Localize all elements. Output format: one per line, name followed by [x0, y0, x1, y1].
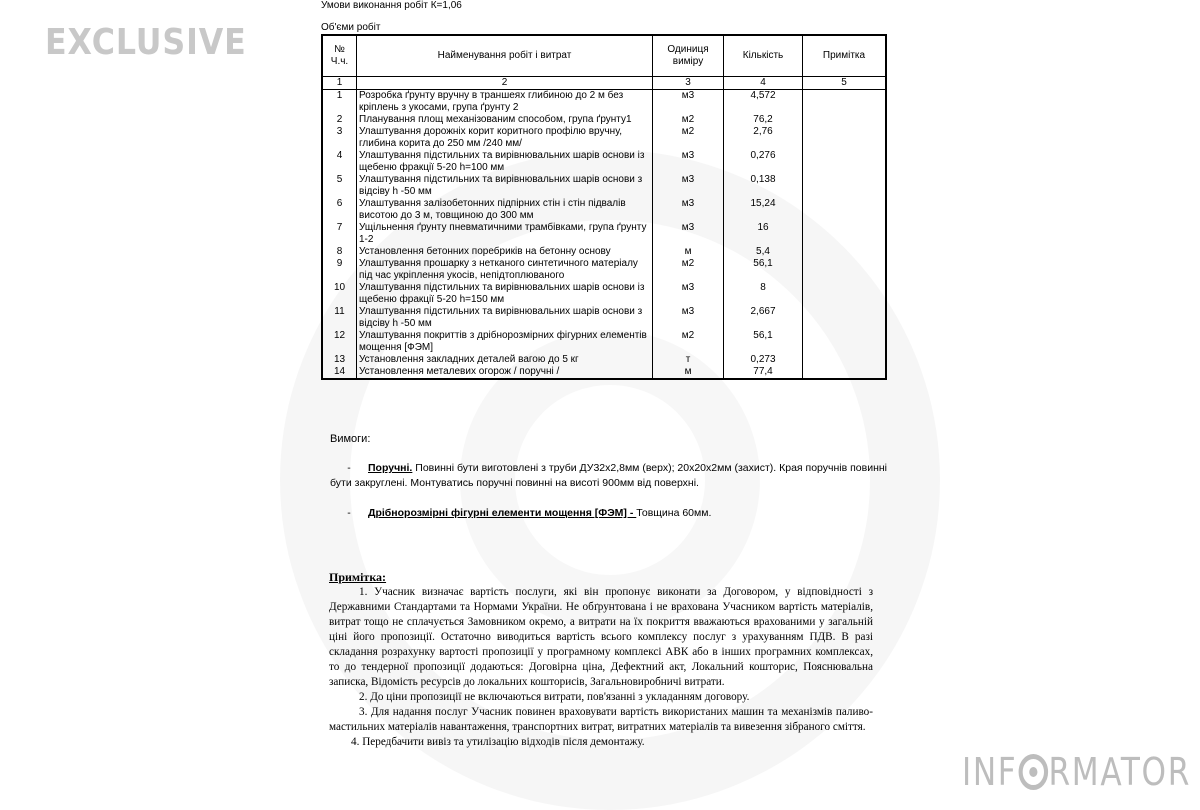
table-row [322, 126, 886, 150]
row-work-name: Улаштування дорожніх корит коритного профілю вручну, глибина корита до 250 мм /240 мм/ [357, 126, 653, 150]
note-section [329, 570, 873, 750]
exclusive-watermark: EXCLUSIVE [45, 22, 247, 63]
requirement-text: Повинні бути виготовлені з труби ДУ32х2,8мм (верх); 20х20х2мм (захист). Края поручнів повинні бути закруглені. Монтуватись поручні повинні на висоті 900мм від поверхні. [330, 462, 888, 489]
row-number: 1 [322, 90, 357, 115]
row-work-name: Улаштування залізобетонних підпірних стін і стін підвалів висотою до 3 м, товщиною до 300 мм [357, 198, 653, 222]
requirement-label: Поручні. [368, 462, 413, 474]
row-note [803, 90, 887, 115]
header-quantity: Кількість [724, 35, 803, 77]
table-row [322, 282, 886, 306]
row-number: 11 [322, 306, 357, 330]
row-quantity: 15,24 [724, 198, 803, 222]
logo-prefix: INF [962, 750, 1018, 794]
row-work-name: Планування площ механізованим способом, група ґрунту1 [357, 114, 653, 126]
row-quantity: 56,1 [724, 258, 803, 282]
column-numbering-row [322, 77, 886, 90]
row-work-name: Улаштування підстильних та вирівнювальних шарів основи з відсіву h -50 мм [357, 174, 653, 198]
row-quantity: 0,276 [724, 150, 803, 174]
note-paragraph: 4. Передбачити вивіз та утилізацію відходів після демонтажу. [351, 736, 645, 748]
work-conditions: Умови виконання робіт К=1,06 [321, 0, 462, 11]
row-unit: м2 [653, 258, 724, 282]
row-quantity: 56,1 [724, 330, 803, 354]
table-row [322, 114, 886, 126]
row-number: 2 [322, 114, 357, 126]
requirement-text: Товщина 60мм. [636, 507, 712, 519]
row-note [803, 222, 887, 246]
table-row [322, 246, 886, 258]
row-number: 6 [322, 198, 357, 222]
requirement-item [330, 461, 890, 491]
header-unit: Одиниця виміру [653, 35, 724, 77]
header-note: Примітка [803, 35, 887, 77]
col-num-1: 1 [322, 77, 357, 90]
table-row [322, 258, 886, 282]
row-unit: м3 [653, 282, 724, 306]
table-row [322, 90, 886, 115]
row-note [803, 354, 887, 366]
row-unit: м2 [653, 114, 724, 126]
note-paragraph: 1. Учасник визначає вартість послуги, які він пропонує виконати за Договором, у відповідності з Державними Стандартами та Нормами України. Не обґрунтована і не врахована Учасником вартість матеріалів, витрат тощо не сплачується Замовником окремо, а витрати на їх покриття вважаються врахованими у загальній ціні його пропозиції. Остаточно виводиться вартість всього комплексу послуг з урахуванням ПДВ. В разі складання розрахунку вартості пропозиції у програмному комплексі АВК або в інших програмних комплексах, то до тендерної пропозиції додаються: Договірна ціна, Дефектний акт, Локальний кошторис, Пояснювальна записка, Відомість ресурсів до локальних кошторисів, Загальновиробничі витрати. [329, 586, 873, 688]
row-note [803, 366, 887, 379]
row-number: 10 [322, 282, 357, 306]
note-paragraph: 2. До ціни пропозиції не включаються витрати, пов'язанні з укладанням договору. [359, 691, 750, 703]
row-quantity: 0,138 [724, 174, 803, 198]
table-row [322, 174, 886, 198]
row-unit: м [653, 366, 724, 379]
row-work-name: Улаштування підстильних та вирівнювальних шарів основи із щебеню фракції 5-20 h=150 мм [357, 282, 653, 306]
row-number: 14 [322, 366, 357, 379]
logo-suffix: RMATOR [1048, 750, 1191, 794]
row-note [803, 150, 887, 174]
row-note [803, 306, 887, 330]
row-number: 8 [322, 246, 357, 258]
row-note [803, 258, 887, 282]
col-num-2: 2 [357, 77, 653, 90]
eye-icon [1018, 754, 1048, 790]
header-name: Найменування робіт і витрат [357, 35, 653, 77]
row-quantity: 76,2 [724, 114, 803, 126]
row-unit: м3 [653, 222, 724, 246]
row-unit: м3 [653, 198, 724, 222]
row-work-name: Установлення металевих огорож / поручні / [357, 366, 653, 379]
requirement-dash: - [347, 462, 351, 474]
requirement-label: Дрібнорозмірні фігурні елементи мощення [ФЭМ] - [368, 507, 637, 519]
row-unit: т [653, 354, 724, 366]
row-quantity: 0,273 [724, 354, 803, 366]
row-unit: м3 [653, 150, 724, 174]
table-row [322, 222, 886, 246]
row-unit: м3 [653, 174, 724, 198]
volume-title: Об'єми робіт [321, 22, 381, 33]
row-work-name: Установлення закладних деталей вагою до 5 кг [357, 354, 653, 366]
row-work-name: Улаштування підстильних та вирівнювальних шарів основи із щебеню фракції 5-20 h=100 мм [357, 150, 653, 174]
row-work-name: Улаштування підстильних та вирівнювальних шарів основи з відсіву h -50 мм [357, 306, 653, 330]
table-row [322, 366, 886, 379]
row-unit: м3 [653, 90, 724, 115]
row-quantity: 8 [724, 282, 803, 306]
row-number: 5 [322, 174, 357, 198]
table-row [322, 306, 886, 330]
row-work-name: Улаштування прошарку з нетканого синтетичного матеріалу під час укріплення укосів, непідтоплюваного [357, 258, 653, 282]
note-title: Примітка: [329, 570, 387, 584]
row-note [803, 174, 887, 198]
row-number: 13 [322, 354, 357, 366]
table-row [322, 330, 886, 354]
row-note [803, 330, 887, 354]
row-unit: м2 [653, 126, 724, 150]
row-unit: м3 [653, 306, 724, 330]
row-note [803, 126, 887, 150]
row-quantity: 77,4 [724, 366, 803, 379]
col-num-3: 3 [653, 77, 724, 90]
row-quantity: 4,572 [724, 90, 803, 115]
requirement-dash: - [347, 507, 351, 519]
row-work-name: Установлення бетонних поребриків на бетонну основу [357, 246, 653, 258]
row-unit: м2 [653, 330, 724, 354]
row-note [803, 198, 887, 222]
row-number: 12 [322, 330, 357, 354]
works-table [321, 34, 887, 380]
informator-logo [962, 750, 1191, 794]
row-number: 4 [322, 150, 357, 174]
row-quantity: 2,76 [724, 126, 803, 150]
row-number: 9 [322, 258, 357, 282]
row-quantity: 2,667 [724, 306, 803, 330]
row-number: 7 [322, 222, 357, 246]
table-row [322, 150, 886, 174]
requirement-item [330, 506, 890, 521]
note-paragraph: 3. Для надання послуг Учасник повинен враховувати вартість використаних машин та механізмів паливо-мастильних матеріалів навантаження, транспортних витрат, витратних матеріалів та вивезення зібраного сміття. [329, 706, 873, 733]
table-row [322, 198, 886, 222]
requirements-title: Вимоги: [330, 433, 371, 445]
row-work-name: Ущільнення ґрунту пневматичними трамбівками, група ґрунту 1-2 [357, 222, 653, 246]
col-num-4: 4 [724, 77, 803, 90]
table-header-row [322, 35, 886, 77]
row-number: 3 [322, 126, 357, 150]
row-note [803, 246, 887, 258]
row-work-name: Розробка ґрунту вручну в траншеях глибиною до 2 м без кріплень з укосами, група ґрунту 2 [357, 90, 653, 115]
row-note [803, 114, 887, 126]
row-unit: м [653, 246, 724, 258]
header-number: № Ч.ч. [322, 35, 357, 77]
row-note [803, 282, 887, 306]
col-num-5: 5 [803, 77, 887, 90]
row-quantity: 5,4 [724, 246, 803, 258]
row-quantity: 16 [724, 222, 803, 246]
row-work-name: Улаштування покриттів з дрібнорозмірних фігурних елементів мощення [ФЭМ] [357, 330, 653, 354]
table-row [322, 354, 886, 366]
